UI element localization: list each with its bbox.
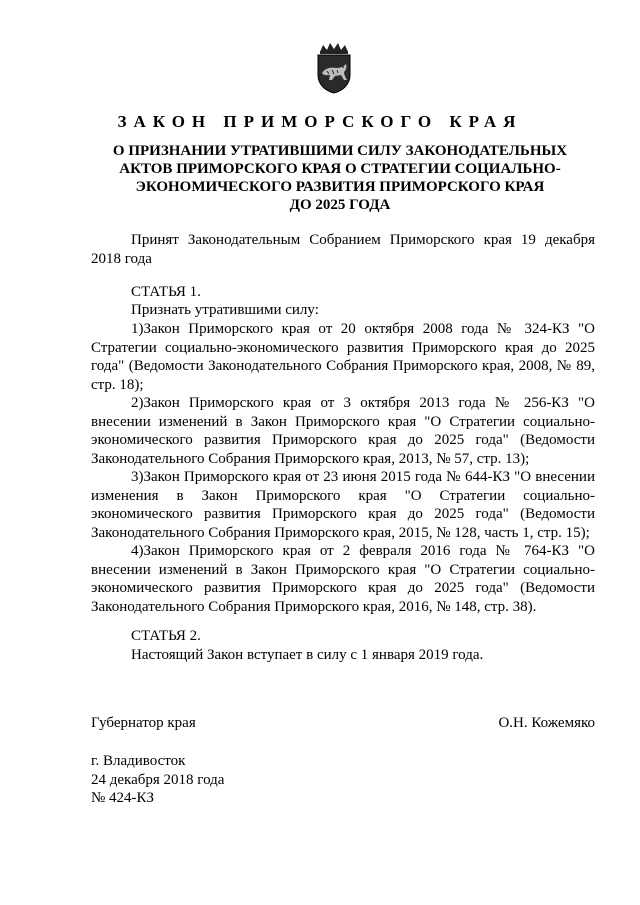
subtitle-line: О ПРИЗНАНИИ УТРАТИВШИМИ СИЛУ ЗАКОНОДАТЕЛЬНЫХ [112,143,568,159]
article-1-item: 2)Закон Приморского края от 3 октября 2013 года № 256-КЗ "О внесении изменений в Закон Приморского края "О Стратегии социально-экономического развития Приморского края до 2025 года" (Ведомости Законодательного Собрания Приморского края, 2013, № 57, стр. 13); [91,395,595,467]
signing-date: 24 декабря 2018 года [91,771,225,788]
article-1-heading: СТАТЬЯ 1. [131,284,201,300]
article-1-intro: Признать утратившими силу: [131,302,319,318]
adoption-note: Принят Законодательным Собранием Приморского края 19 декабря 2018 года [91,232,595,267]
subtitle-line: АКТОВ ПРИМОРСКОГО КРАЯ О СТРАТЕГИИ СОЦИАЛЬНО- [119,161,561,177]
subtitle-line: ДО 2025 ГОДА [289,197,391,213]
law-number: № 424-КЗ [91,790,155,806]
article-1-item: 4)Закон Приморского края от 2 февраля 2016 года № 764-КЗ "О внесении изменений в Закон Приморского края "О Стратегии социально-экономического развития Приморского края до 2025 года" (Ведомости Законодательного Собрания Приморского края, 2016, № 148, стр. 38). [91,543,595,615]
signatory-position: Губернатор края [91,715,196,731]
article-1-item: 1)Закон Приморского края от 20 октября 2008 года № 324-КЗ "О Стратегии социально-экономического развития Приморского края до 2025 года" (Ведомости Законодательного Собрания Приморского края, 2008, № 89, стр. 18); [91,321,595,393]
article-2-heading: СТАТЬЯ 2. [131,628,201,644]
document-footer [91,752,391,808]
signature-block [91,714,595,733]
law-title: ЗАКОН ПРИМОРСКОГО КРАЯ [117,112,523,131]
signatory-name: О.Н. Кожемяко [498,715,595,731]
subtitle-line: ЭКОНОМИЧЕСКОГО РАЗВИТИЯ ПРИМОРСКОГО КРАЯ [135,179,545,195]
article-1-item: 3)Закон Приморского края от 23 июня 2015 года № 644-КЗ "О внесении изменения в Закон Приморского края "О Стратегии социально-экономического развития Приморского края до 2025 года" (Ведомости Законодательного Собрания Приморского края, 2015, № 128, часть 1, стр. 15); [91,469,595,541]
article-2-text: Настоящий Закон вступает в силу с 1 января 2019 года. [131,647,484,663]
law-subtitle [100,142,580,214]
city: г. Владивосток [91,753,186,769]
coat-of-arms-icon [313,42,355,94]
